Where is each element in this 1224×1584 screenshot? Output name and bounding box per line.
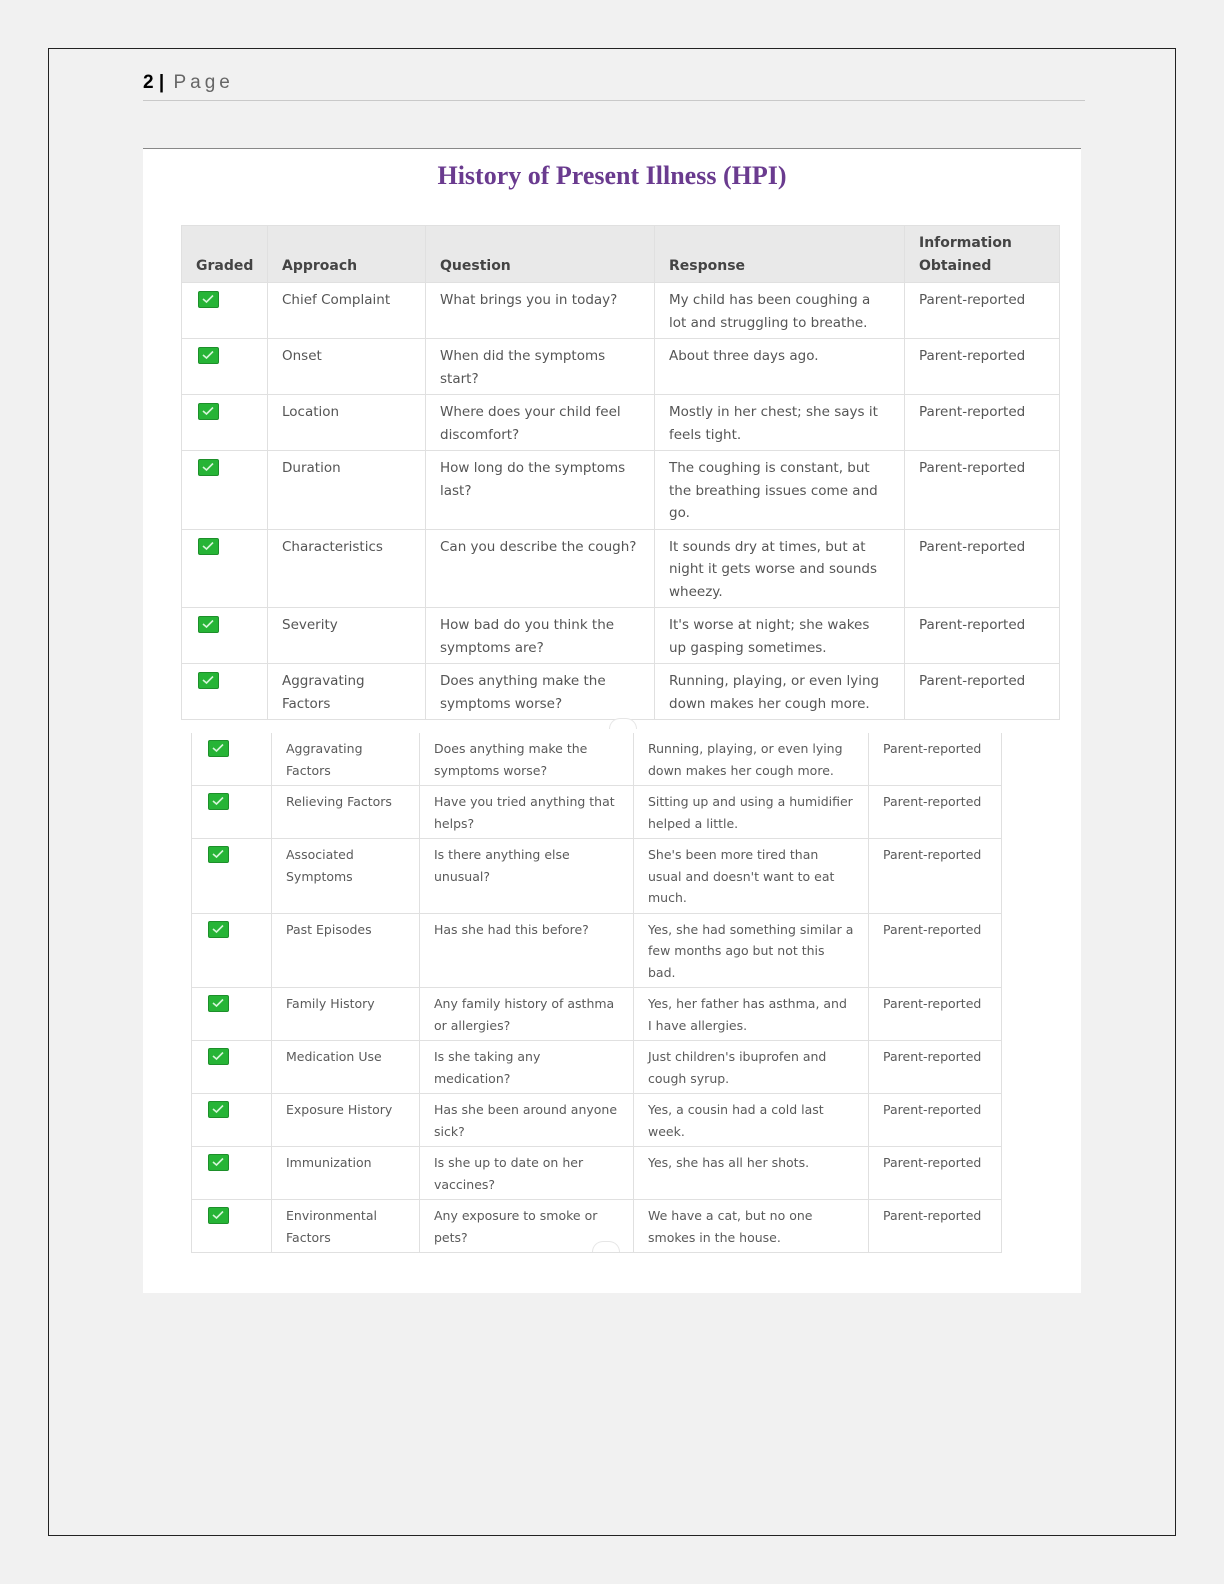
table-header-row: [182, 226, 1060, 283]
table-row: [192, 733, 1002, 786]
info-cell: Parent-reported: [869, 1147, 1002, 1200]
info-cell: Parent-reported: [869, 733, 1002, 786]
checkbox-checked-icon[interactable]: [208, 740, 229, 757]
table-row: [182, 339, 1060, 395]
info-cell: Parent-reported: [905, 664, 1060, 720]
table-row: [192, 839, 1002, 914]
hpi-table-part-2: [191, 733, 1002, 1253]
table-row: [182, 664, 1060, 720]
header-graded: Graded: [182, 226, 268, 283]
question-cell: Does anything make the symptoms worse?: [426, 664, 655, 720]
response-cell: The coughing is constant, but the breathing issues come and go.: [655, 451, 905, 530]
question-cell: Does anything make the symptoms worse?: [420, 733, 634, 786]
response-cell: Running, playing, or even lying down makes her cough more.: [655, 664, 905, 720]
table-row: [182, 283, 1060, 339]
graded-cell: [192, 733, 272, 786]
approach-cell: Aggravating Factors: [268, 664, 426, 720]
response-cell: My child has been coughing a lot and struggling to breathe.: [655, 283, 905, 339]
graded-cell: [182, 529, 268, 608]
response-cell: It's worse at night; she wakes up gasping sometimes.: [655, 608, 905, 664]
approach-cell: Aggravating Factors: [272, 733, 420, 786]
checkbox-checked-icon[interactable]: [198, 403, 219, 420]
response-cell: Running, playing, or even lying down makes her cough more.: [634, 733, 869, 786]
question-cell: Where does your child feel discomfort?: [426, 395, 655, 451]
checkbox-checked-icon[interactable]: [208, 1207, 229, 1224]
approach-cell: Location: [268, 395, 426, 451]
graded-cell: [192, 1041, 272, 1094]
header-question: Question: [426, 226, 655, 283]
question-cell: Any family history of asthma or allergies?: [420, 988, 634, 1041]
header-approach: Approach: [268, 226, 426, 283]
approach-cell: Onset: [268, 339, 426, 395]
info-cell: Parent-reported: [869, 786, 1002, 839]
graded-cell: [182, 283, 268, 339]
checkbox-checked-icon[interactable]: [198, 459, 219, 476]
checkbox-checked-icon[interactable]: [208, 846, 229, 863]
table-row: [182, 529, 1060, 608]
info-cell: Parent-reported: [905, 451, 1060, 530]
approach-cell: Severity: [268, 608, 426, 664]
checkbox-checked-icon[interactable]: [198, 291, 219, 308]
response-cell: She's been more tired than usual and doesn't want to eat much.: [634, 839, 869, 914]
checkbox-checked-icon[interactable]: [208, 921, 229, 938]
info-cell: Parent-reported: [869, 839, 1002, 914]
graded-cell: [182, 395, 268, 451]
page-word: Page: [173, 72, 234, 93]
graded-cell: [182, 451, 268, 530]
question-cell: Is she up to date on her vaccines?: [420, 1147, 634, 1200]
hpi-table-part-1: [181, 225, 1060, 720]
info-cell: Parent-reported: [905, 395, 1060, 451]
response-cell: Sitting up and using a humidifier helped a little.: [634, 786, 869, 839]
page-header: [143, 72, 1085, 101]
response-cell: Yes, her father has asthma, and I have allergies.: [634, 988, 869, 1041]
approach-cell: Environmental Factors: [272, 1200, 420, 1253]
checkbox-checked-icon[interactable]: [208, 1154, 229, 1171]
checkbox-checked-icon[interactable]: [198, 538, 219, 555]
table-row: [192, 786, 1002, 839]
graded-cell: [192, 913, 272, 988]
checkbox-checked-icon[interactable]: [208, 1101, 229, 1118]
info-cell: Parent-reported: [905, 339, 1060, 395]
page-title: History of Present Illness (HPI): [437, 161, 787, 190]
question-cell: How bad do you think the symptoms are?: [426, 608, 655, 664]
approach-cell: Characteristics: [268, 529, 426, 608]
approach-cell: Duration: [268, 451, 426, 530]
response-cell: Just children's ibuprofen and cough syrup.: [634, 1041, 869, 1094]
checkbox-checked-icon[interactable]: [198, 672, 219, 689]
approach-cell: Associated Symptoms: [272, 839, 420, 914]
graded-cell: [192, 988, 272, 1041]
question-cell: Has she had this before?: [420, 913, 634, 988]
question-cell: Any exposure to smoke or pets?: [420, 1200, 634, 1253]
table-row: [192, 1094, 1002, 1147]
table-row: [182, 451, 1060, 530]
response-cell: Yes, she has all her shots.: [634, 1147, 869, 1200]
info-cell: Parent-reported: [869, 913, 1002, 988]
header-information-obtained: Information Obtained: [905, 226, 1060, 283]
response-cell: It sounds dry at times, but at night it gets worse and sounds wheezy.: [655, 529, 905, 608]
divider-handle: [609, 718, 637, 729]
graded-cell: [192, 1200, 272, 1253]
page-number: 2: [143, 72, 154, 93]
approach-cell: Medication Use: [272, 1041, 420, 1094]
table-row: [192, 988, 1002, 1041]
info-cell: Parent-reported: [905, 608, 1060, 664]
divider-handle: [592, 1241, 620, 1252]
graded-cell: [192, 1147, 272, 1200]
approach-cell: Family History: [272, 988, 420, 1041]
checkbox-checked-icon[interactable]: [208, 995, 229, 1012]
question-cell: How long do the symptoms last?: [426, 451, 655, 530]
hpi-screenshot: [143, 148, 1081, 1293]
header-response: Response: [655, 226, 905, 283]
info-cell: Parent-reported: [869, 988, 1002, 1041]
table-row: [182, 608, 1060, 664]
checkbox-checked-icon[interactable]: [198, 616, 219, 633]
graded-cell: [192, 1094, 272, 1147]
graded-cell: [192, 786, 272, 839]
checkbox-checked-icon[interactable]: [198, 347, 219, 364]
response-cell: Mostly in her chest; she says it feels tight.: [655, 395, 905, 451]
approach-cell: Exposure History: [272, 1094, 420, 1147]
info-cell: Parent-reported: [869, 1094, 1002, 1147]
question-cell: Is she taking any medication?: [420, 1041, 634, 1094]
question-cell: Can you describe the cough?: [426, 529, 655, 608]
question-cell: When did the symptoms start?: [426, 339, 655, 395]
info-cell: Parent-reported: [905, 529, 1060, 608]
table-row: [192, 913, 1002, 988]
page-separator: |: [158, 72, 165, 93]
question-cell: Have you tried anything that helps?: [420, 786, 634, 839]
question-cell: Has she been around anyone sick?: [420, 1094, 634, 1147]
response-cell: Yes, she had something similar a few months ago but not this bad.: [634, 913, 869, 988]
response-cell: About three days ago.: [655, 339, 905, 395]
table-row: [182, 395, 1060, 451]
table-row: [192, 1147, 1002, 1200]
info-cell: Parent-reported: [869, 1200, 1002, 1253]
question-cell: What brings you in today?: [426, 283, 655, 339]
checkbox-checked-icon[interactable]: [208, 1048, 229, 1065]
approach-cell: Immunization: [272, 1147, 420, 1200]
graded-cell: [182, 339, 268, 395]
info-cell: Parent-reported: [905, 283, 1060, 339]
table-row: [192, 1041, 1002, 1094]
checkbox-checked-icon[interactable]: [208, 793, 229, 810]
approach-cell: Chief Complaint: [268, 283, 426, 339]
response-cell: Yes, a cousin had a cold last week.: [634, 1094, 869, 1147]
response-cell: We have a cat, but no one smokes in the house.: [634, 1200, 869, 1253]
approach-cell: Past Episodes: [272, 913, 420, 988]
graded-cell: [182, 664, 268, 720]
approach-cell: Relieving Factors: [272, 786, 420, 839]
graded-cell: [192, 839, 272, 914]
graded-cell: [182, 608, 268, 664]
info-cell: Parent-reported: [869, 1041, 1002, 1094]
question-cell: Is there anything else unusual?: [420, 839, 634, 914]
